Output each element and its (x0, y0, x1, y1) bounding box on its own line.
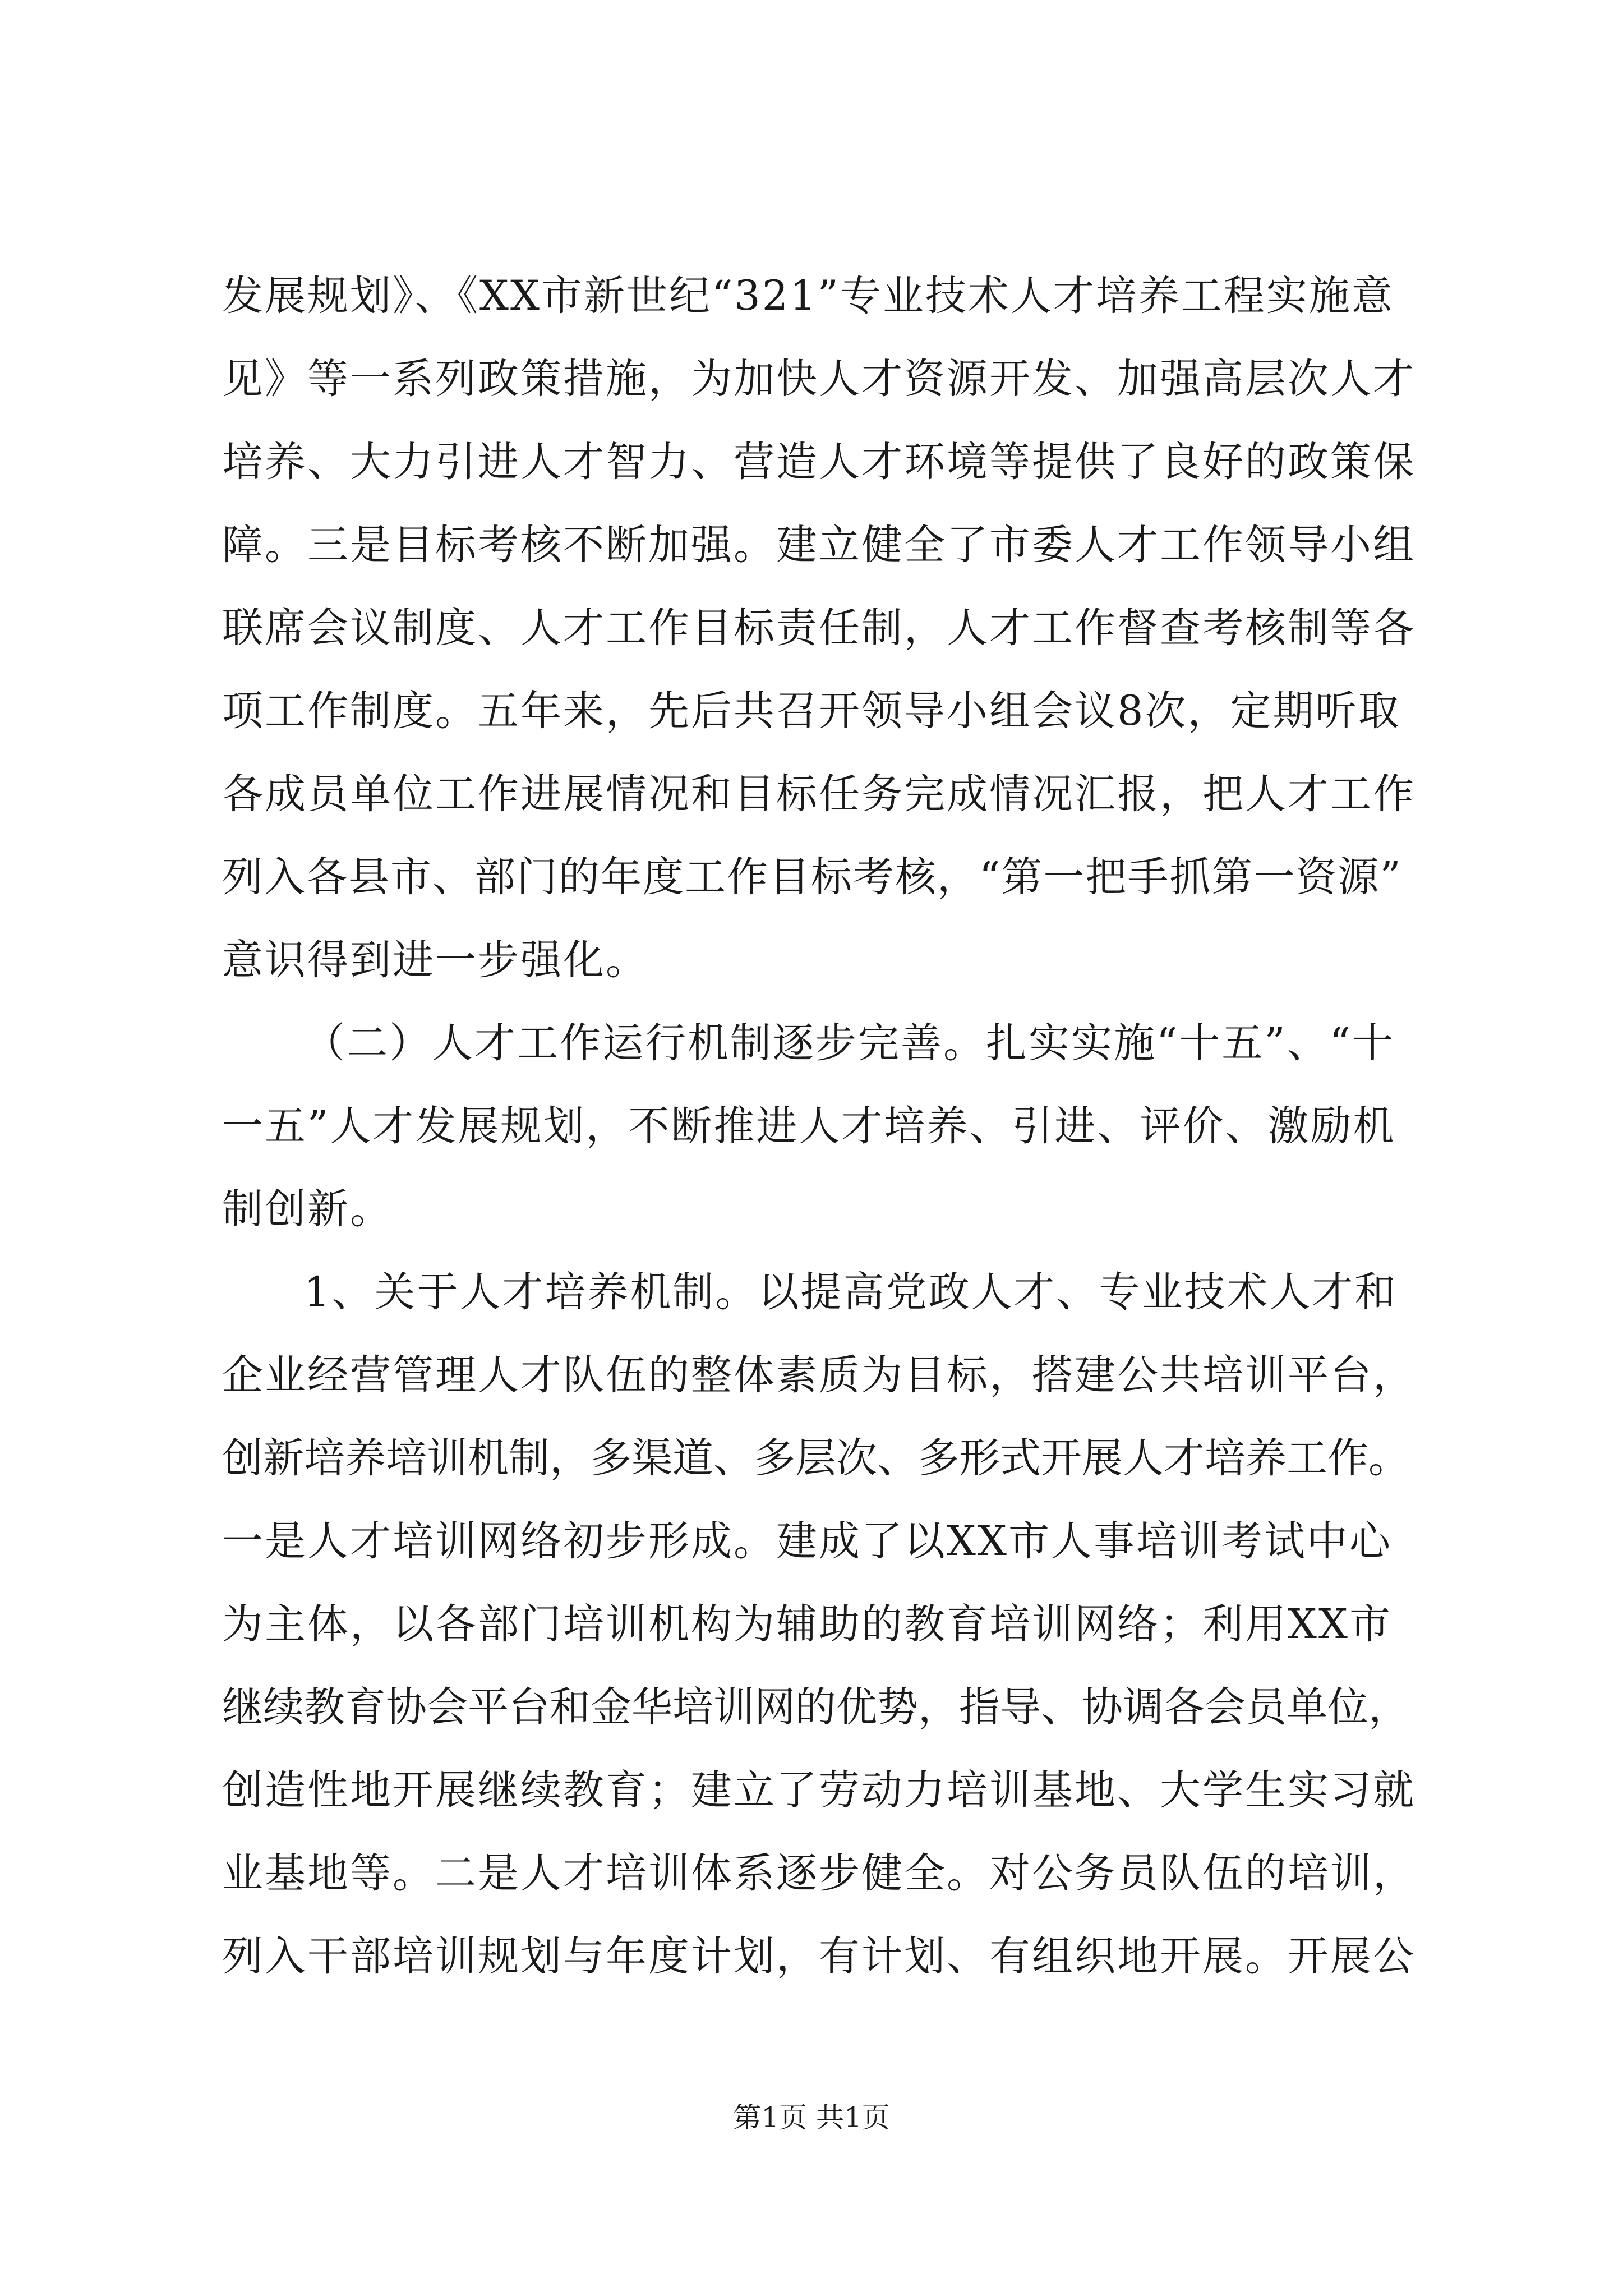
text-line: 继续教育协会平台和金华培训网的优势，指导、协调各会员单位， (222, 1683, 1409, 1731)
text-line: 项工作制度。五年来，先后共召开领导小组会议8次，定期听取 (222, 687, 1401, 735)
text-line: 一是人才培训网络初步形成。建成了以XX市人事培训考试中心 (222, 1517, 1392, 1565)
text-line: 制创新。 (222, 1185, 393, 1233)
page-number-footer: 第1页 共1页 (733, 2101, 890, 2134)
text-line: 创新培养培训机制，多渠道、多层次、多形式开展人才培养工作。 (222, 1434, 1409, 1482)
text-line: 联席会议制度、人才工作目标责任制，人才工作督查考核制等各 (222, 604, 1415, 652)
text-line: 列入各县市、部门的年度工作目标考核，“第一把手抓第一资源” (222, 853, 1402, 901)
subsection-heading-line: 1、关于人才培养机制。以提高党政人才、专业技术人才和 (304, 1268, 1398, 1316)
text-line: 创造性地开展继续教育；建立了劳动力培训基地、大学生实习就 (222, 1766, 1415, 1814)
section-heading-line: （二）人才工作运行机制逐步完善。扎实实施“十五”、“十 (304, 1019, 1395, 1067)
text-line: 障。三是目标考核不断加强。建立健全了市委人才工作领导小组 (222, 521, 1415, 569)
text-line: 业基地等。二是人才培训体系逐步健全。对公务员队伍的培训， (222, 1849, 1415, 1897)
document-body (222, 255, 1417, 1998)
text-line: 各成员单位工作进展情况和目标任务完成情况汇报，把人才工作 (222, 770, 1415, 818)
text-line: 见》等一系列政策措施，为加快人才资源开发、加强高层次人才 (222, 355, 1415, 403)
text-line: 意识得到进一步强化。 (222, 936, 648, 984)
text-line: 企业经营管理人才队伍的整体素质为目标，搭建公共培训平台， (222, 1351, 1415, 1399)
text-line: 列入干部培训规划与年度计划，有计划、有组织地开展。开展公 (222, 1932, 1415, 1980)
text-line: 发展规划》、《XX市新世纪“321”专业技术人才培养工程实施意 (222, 272, 1394, 320)
text-line: 培养、大力引进人才智力、营造人才环境等提供了良好的政策保 (222, 438, 1415, 486)
text-line: 为主体，以各部门培训机构为辅助的教育培训网络；利用XX市 (222, 1600, 1392, 1648)
text-line: 一五”人才发展规划，不断推进人才培养、引进、评价、激励机 (222, 1102, 1396, 1150)
